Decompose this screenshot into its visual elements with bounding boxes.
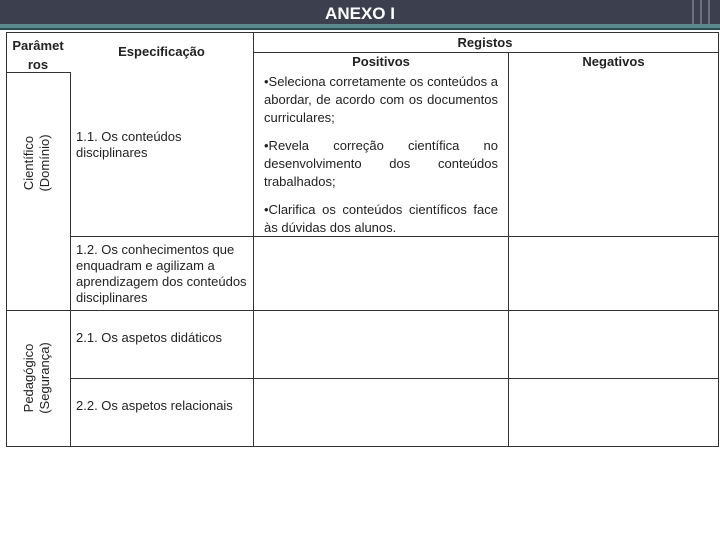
column-header-negativos: Negativos xyxy=(582,54,645,69)
table-divider xyxy=(6,310,719,311)
spec-2-1: 2.1. Os aspetos didáticos xyxy=(76,330,222,345)
positivo-1-1-c: •Clarifica os conteúdos científicos face às dúvidas dos alunos. xyxy=(264,202,498,235)
column-header-registos: Registos xyxy=(457,35,513,50)
table-border-top xyxy=(6,32,719,33)
spec-1-2: 1.2. Os conhecimentos que enquadram e agilizam a aprendizagem dos conteúdos disciplinares xyxy=(76,242,247,305)
table-border-right xyxy=(718,32,719,446)
group-label-pedagogico: Pedagógico (Segurança) xyxy=(21,342,52,414)
table-divider xyxy=(508,52,509,446)
title-accent-shadow xyxy=(0,28,720,30)
table-border-bottom xyxy=(6,446,719,447)
table-divider xyxy=(253,32,254,446)
table-divider xyxy=(253,52,719,53)
table-divider xyxy=(70,378,719,379)
page-title: ANEXO I xyxy=(325,4,395,23)
group-label-cientifico: Científico (Domínio) xyxy=(21,134,52,192)
spec-2-2: 2.2. Os aspetos relacionais xyxy=(76,398,233,413)
column-header-parametros: Parâmet ros xyxy=(12,38,64,72)
column-header-positivos: Positivos xyxy=(352,54,410,69)
title-bar xyxy=(0,0,720,24)
positivo-1-1-b: •Revela correção científica no desenvolvimento dos conteúdos trabalhados; xyxy=(264,138,498,189)
positivo-1-1-a: •Seleciona corretamente os conteúdos a abordar, de acordo com os documentos curriculares; xyxy=(264,74,498,125)
spec-1-1: 1.1. Os conteúdos disciplinares xyxy=(76,129,182,160)
column-header-especificacao: Especificação xyxy=(118,44,205,59)
table-border-left xyxy=(6,32,7,446)
table-divider xyxy=(70,72,71,446)
